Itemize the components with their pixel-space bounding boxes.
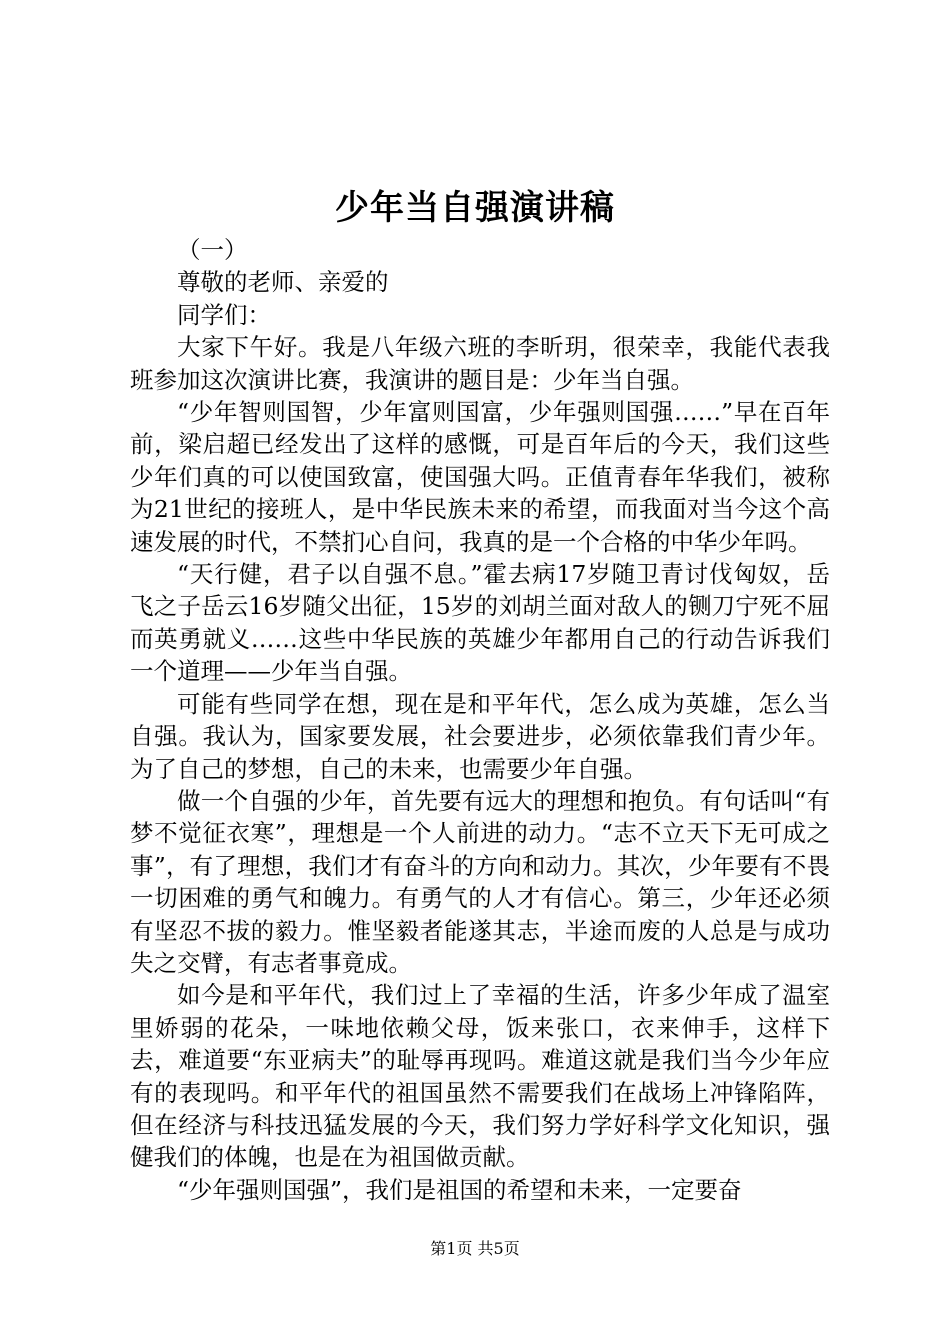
document-title: 少年当自强演讲稿	[335, 188, 615, 228]
salutation-line-1: 尊敬的老师、亲爱的	[177, 268, 389, 297]
paragraph-2: “少年智则国智，少年富则国富，少年强则国强……”早在百年前，梁启超已经发出了这样的感慨，可是百年后的今天，我们这些少年们真的可以使国致富，使国强大吗。正值青春年华我们，被称为21世纪的接班人，是中华民族未来的希望，而我面对当今这个高速发展的时代，不禁扪心自问，我真的是一个合格的中华少年吗。	[130, 398, 830, 556]
paragraph-4: 可能有些同学在想，现在是和平年代，怎么成为英雄，怎么当自强。我认为，国家要发展，社会要进步，必须依靠我们青少年。为了自己的梦想，自己的未来，也需要少年自强。	[130, 689, 830, 783]
page-footer: 第1页 共5页	[430, 1239, 520, 1258]
paragraph-1: 大家下午好。我是八年级六班的李昕玥，很荣幸，我能代表我班参加这次演讲比赛，我演讲的题目是：少年当自强。	[130, 333, 830, 394]
document-body	[130, 234, 830, 1206]
section-marker: （一）	[177, 236, 248, 264]
paragraph-3: “天行健，君子以自强不息。”霍去病17岁随卫青讨伐匈奴，岳飞之子岳云16岁随父出征，15岁的刘胡兰面对敌人的铡刀宁死不屈而英勇就义……这些中华民族的英雄少年都用自己的行动告诉我们一个道理——少年当自强。	[130, 560, 830, 686]
salutation-line-2: 同学们：	[177, 300, 271, 329]
paragraph-5: 做一个自强的少年，首先要有远大的理想和抱负。有句话叫“有梦不觉征衣寒”，理想是一个人前进的动力。“志不立天下无可成之事”，有了理想，我们才有奋斗的方向和动力。其次，少年要有不畏一切困难的勇气和魄力。有勇气的人才有信心。第三，少年还必须有坚忍不拔的毅力。惟坚毅者能遂其志，半途而废的人总是与成功失之交臂，有志者事竟成。	[130, 786, 830, 977]
paragraph-6: 如今是和平年代，我们过上了幸福的生活，许多少年成了温室里娇弱的花朵，一味地依赖父母，饭来张口，衣来伸手，这样下去，难道要“东亚病夫”的耻辱再现吗。难道这就是我们当今少年应有的表现吗。和平年代的祖国虽然不需要我们在战场上冲锋陷阵，但在经济与科技迅猛发展的今天，我们努力学好科学文化知识，强健我们的体魄，也是在为祖国做贡献。	[130, 981, 830, 1172]
paragraph-7: “少年强则国强”，我们是祖国的希望和未来，一定要奋	[177, 1175, 742, 1204]
